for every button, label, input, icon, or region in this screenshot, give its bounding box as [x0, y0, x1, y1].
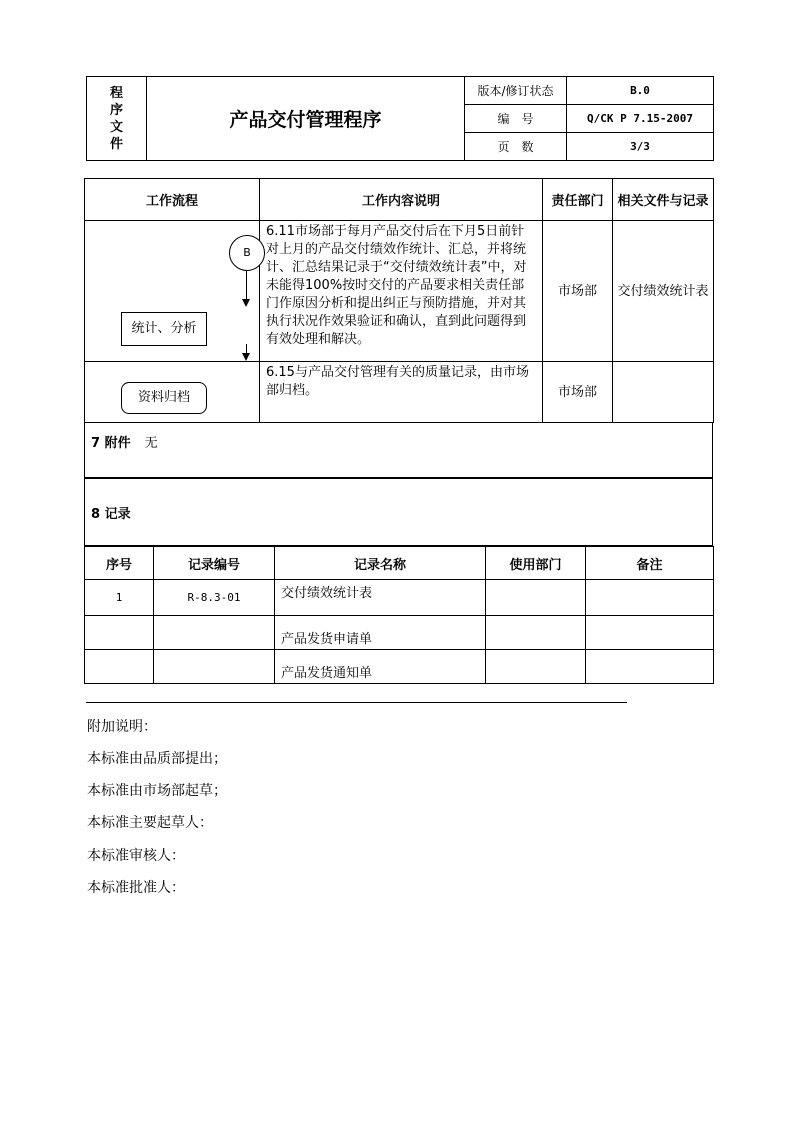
- record-code: [154, 616, 275, 650]
- docs-cell-2: [613, 362, 714, 423]
- records-table: [84, 546, 714, 684]
- col-header-content: 工作内容说明: [260, 179, 543, 221]
- flow-cell-1: [85, 221, 260, 362]
- col-header-flow: 工作流程: [85, 179, 260, 221]
- content-cell-1: 6.11市场部于每月产品交付后在下月5日前针对上月的产品交付绩效作统计、汇总，并将统计、汇总结果记录于“交付绩效统计表”中，对未能得100%按时交付的产品要求相关责任部门作原因分析和提出纠正与预防措施，并对其执行状况作效果验证和确认，直到此问题得到有效处理和解决。: [260, 221, 543, 362]
- page-count-label: 页 数: [465, 133, 567, 161]
- flow-cell-2: [85, 362, 260, 423]
- attachment-section: [84, 422, 713, 478]
- arrow-down-icon: [242, 353, 250, 361]
- table-row: [85, 580, 714, 616]
- doc-number-value: Q/CK P 7.15-2007: [567, 105, 714, 133]
- version-label: 版本/修订状态: [465, 77, 567, 105]
- page-count-value: 3/3: [567, 133, 714, 161]
- record-dept: [486, 616, 586, 650]
- note-proposer: 本标准由品质部提出；: [87, 751, 227, 767]
- records-header-dept: 使用部门: [486, 547, 586, 580]
- record-no: 1: [85, 580, 154, 616]
- document-title: 产品交付管理程序: [147, 77, 465, 161]
- divider-line: [86, 702, 627, 703]
- record-remark: [586, 650, 714, 684]
- record-dept: [486, 650, 586, 684]
- note-approver: 本标准批准人：: [87, 880, 185, 896]
- dept-cell-2: 市场部: [543, 362, 613, 423]
- flow-connector-circle: B: [229, 235, 265, 271]
- workflow-table: [84, 178, 714, 423]
- col-header-docs: 相关文件与记录: [613, 179, 714, 221]
- flow-arrow-line: [246, 270, 247, 300]
- attachment-title: 7 附件: [91, 436, 131, 451]
- record-remark: [586, 616, 714, 650]
- doc-number-label: 编 号: [465, 105, 567, 133]
- col-header-dept: 责任部门: [543, 179, 613, 221]
- arrow-down-icon: [242, 299, 250, 307]
- record-remark: [586, 580, 714, 616]
- document-header: [86, 76, 714, 161]
- doc-type-label: 程 序 文 件: [87, 77, 147, 161]
- table-row: [85, 650, 714, 684]
- attachment-body: 无: [144, 436, 158, 451]
- record-code: [154, 650, 275, 684]
- note-reviewer: 本标准审核人：: [87, 848, 185, 864]
- record-no: [85, 616, 154, 650]
- note-drafter: 本标准由市场部起草；: [87, 783, 227, 799]
- dept-cell-1: 市场部: [543, 221, 613, 362]
- note-main-drafter: 本标准主要起草人：: [87, 815, 213, 831]
- table-row: [85, 616, 714, 650]
- record-name: 交付绩效统计表: [275, 580, 486, 616]
- records-section: [84, 478, 713, 546]
- record-dept: [486, 580, 586, 616]
- records-header-no: 序号: [85, 547, 154, 580]
- records-title: 8 记录: [91, 507, 131, 522]
- notes-heading: 附加说明：: [87, 719, 157, 735]
- docs-cell-1: 交付绩效统计表: [613, 221, 714, 362]
- record-name: 产品发货申请单: [275, 616, 486, 650]
- content-cell-2: 6.15与产品交付管理有关的质量记录，由市场部归档。: [260, 362, 543, 423]
- record-code: R-8.3-01: [154, 580, 275, 616]
- records-header-remark: 备注: [586, 547, 714, 580]
- flow-step-analysis: 统计、分析: [121, 312, 207, 346]
- record-no: [85, 650, 154, 684]
- version-value: B.0: [567, 77, 714, 105]
- records-header-name: 记录名称: [275, 547, 486, 580]
- record-name: 产品发货通知单: [275, 650, 486, 684]
- flow-step-archive: 资料归档: [121, 382, 207, 414]
- records-header-code: 记录编号: [154, 547, 275, 580]
